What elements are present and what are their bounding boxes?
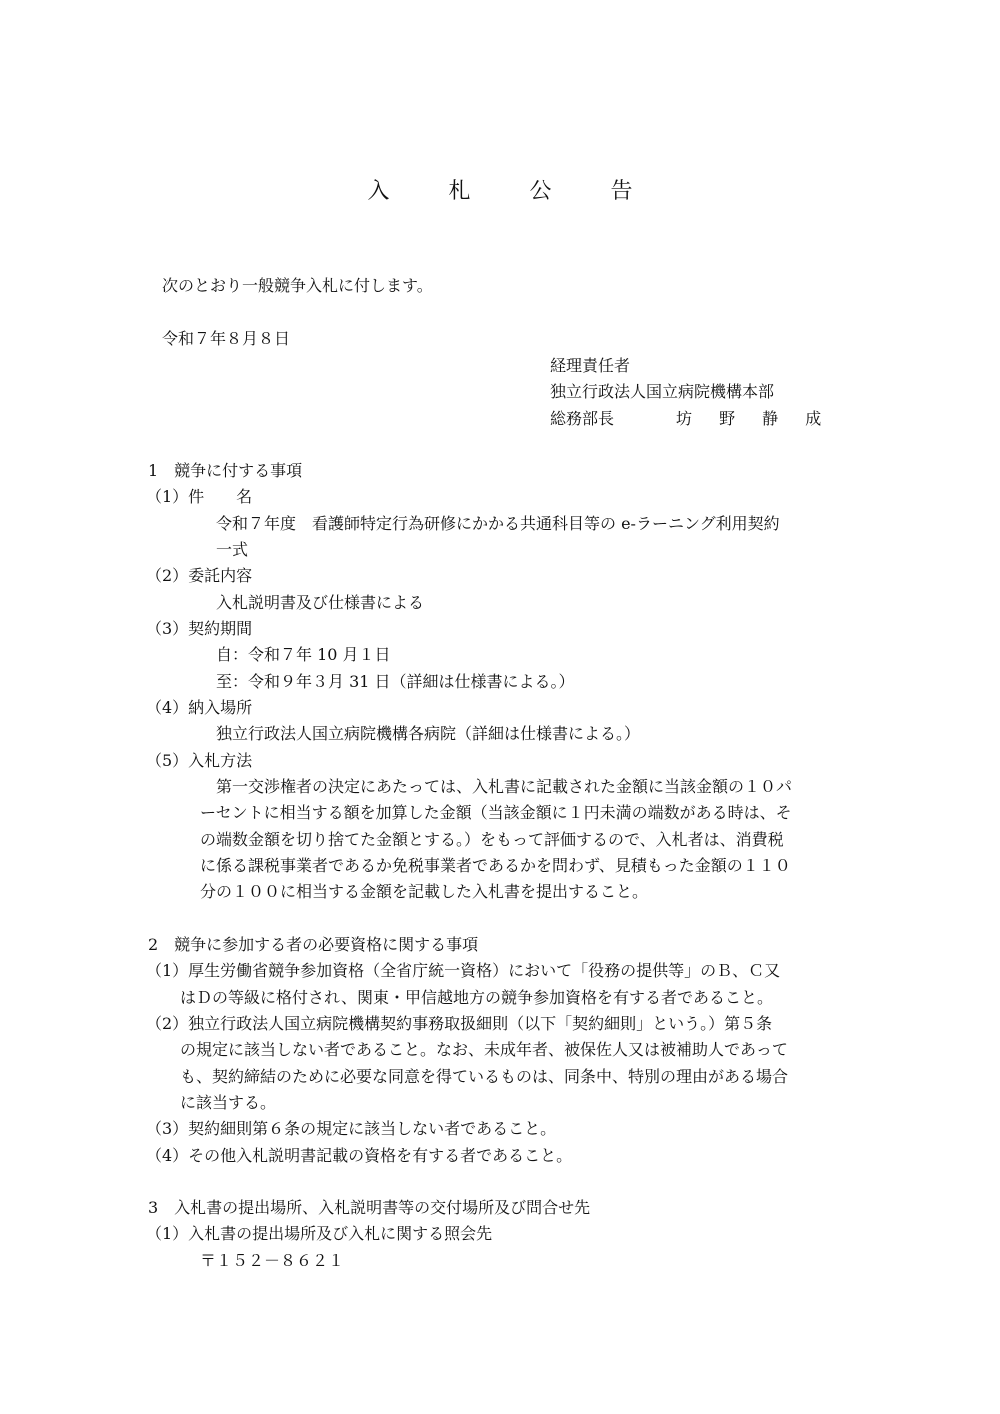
- qualification-line: （1）厚生労働省競争参加資格（全省庁統一資格）において「役務の提供等」のＢ、Ｃ又: [146, 961, 781, 980]
- item-3-to: 至：令和９年３月 31 日（詳細は仕様書による。）: [216, 672, 575, 691]
- item-2-label: （2）委託内容: [146, 566, 253, 585]
- item-5-line: 第一交渉権者の決定にあたっては、入札書に記載された金額に当該金額の１０パ: [216, 777, 793, 796]
- section-3-item-1-label: （1）入札書の提出場所及び入札に関する照会先: [146, 1224, 493, 1243]
- section-3-heading: 3 入札書の提出場所、入札説明書等の交付場所及び問合せ先: [148, 1198, 591, 1217]
- intro-text: 次のとおり一般競争入札に付します。: [162, 276, 433, 295]
- item-3-label: （3）契約期間: [146, 619, 253, 638]
- postal-code: 〒１５２－８６２１: [200, 1251, 345, 1270]
- signatory-organization: 独立行政法人国立病院機構本部: [550, 382, 775, 401]
- item-1-text-line-1: 令和７年度 看護師特定行為研修にかかる共通科目等の e-ラーニング利用契約: [216, 514, 780, 533]
- item-5-line: に係る課税事業者であるか免税事業者であるかを問わず、見積もった金額の１１０: [200, 856, 791, 875]
- section-2-heading: 2 競争に参加する者の必要資格に関する事項: [148, 935, 479, 954]
- item-1-label: （1）件 名: [146, 487, 253, 506]
- item-2-text: 入札説明書及び仕様書による: [216, 593, 425, 612]
- item-5-line: 分の１００に相当する金額を記載した入札書を提出すること。: [200, 882, 649, 901]
- qualification-line: （4）その他入札説明書記載の資格を有する者であること。: [146, 1146, 573, 1165]
- signatory-name: 坊 野 静 成: [676, 409, 833, 428]
- item-4-text: 独立行政法人国立病院機構各病院（詳細は仕様書による。）: [216, 724, 641, 743]
- qualification-line: （2）独立行政法人国立病院機構契約事務取扱細則（以下「契約細則」という。）第５条: [146, 1014, 773, 1033]
- item-5-line: の端数金額を切り捨てた金額とする。）をもって評価するので、入札者は、消費税: [200, 830, 784, 849]
- item-1-text-line-2: 一式: [216, 540, 249, 559]
- qualification-line: に該当する。: [180, 1093, 277, 1112]
- signatory-position: 総務部長: [550, 409, 615, 428]
- document-title: 入 札 公 告: [367, 179, 659, 204]
- item-4-label: （4）納入場所: [146, 698, 253, 717]
- item-5-label: （5）入札方法: [146, 751, 253, 770]
- qualification-line: （3）契約細則第６条の規定に該当しない者であること。: [146, 1119, 557, 1138]
- item-5-line: ーセントに相当する額を加算した金額（当該金額に１円未満の端数がある時は、そ: [200, 803, 792, 822]
- item-3-from: 自：令和７年 10 月１日: [216, 645, 391, 664]
- qualification-line: はＤの等級に格付され、関東・甲信越地方の競争参加資格を有する者であること。: [180, 988, 773, 1007]
- announcement-date: 令和７年８月８日: [162, 329, 291, 348]
- signatory-role: 経理責任者: [550, 356, 631, 375]
- section-1-heading: 1 競争に付する事項: [148, 461, 303, 480]
- qualification-line: の規定に該当しない者であること。なお、未成年者、被保佐人又は被補助人であって: [180, 1040, 788, 1059]
- qualification-line: も、契約締結のために必要な同意を得ているものは、同条中、特別の理由がある場合: [180, 1067, 789, 1086]
